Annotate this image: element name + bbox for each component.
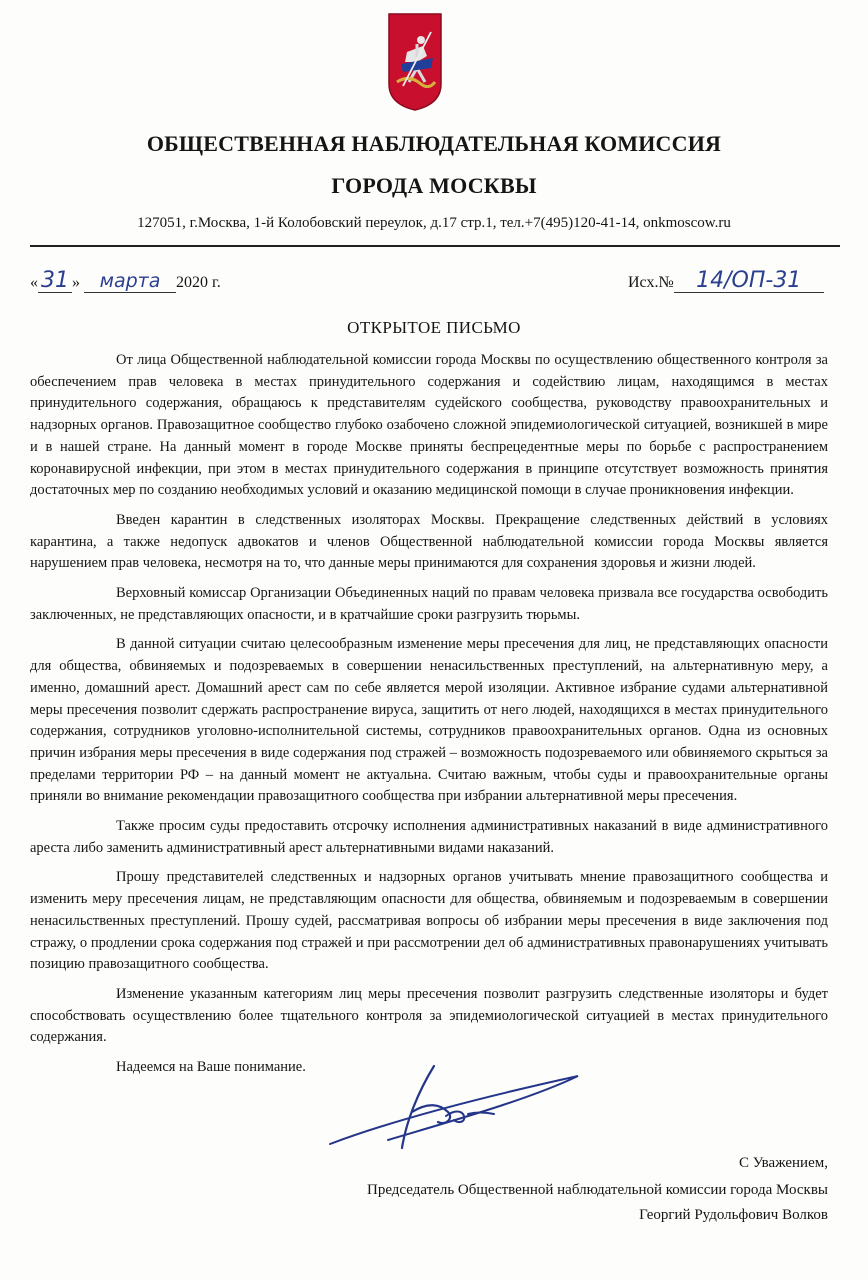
organization-title-line2: ГОРОДА МОСКВЫ [331,173,537,198]
handwritten-signature-icon [328,1052,588,1162]
paragraph-7: Изменение указанным категориям лиц меры пресечения позволит разгрузить следственные изоляторы и будет способствовать осуществлению более тщательного контроля за эпидемиологической ситуацией в местах принудительного содержания. [30,985,828,1046]
date-quote-close: » [72,274,80,291]
outgoing-number-label: Исх.№ [628,274,674,291]
letter-date [30,270,221,293]
date-month: марта [84,270,176,293]
paragraph-5: Также просим суды предоставить отсрочку исполнения административных наказаний в виде административного ареста либо заменить административный арест альтернативными видами наказаний. [30,818,828,856]
letter-title: ОТКРЫТОЕ ПИСЬМО [347,318,521,337]
outgoing-number-value: 14/ОП-31 [674,270,824,293]
organization-title-line1: ОБЩЕСТВЕННАЯ НАБЛЮДАТЕЛЬНАЯ КОМИССИЯ [146,131,722,156]
date-quote-open: « [30,274,38,291]
paragraph-1: От лица Общественной наблюдательной комиссии города Москвы по осуществлению общественного контроля за обеспечением прав человека в местах принудительного содержания и содействию лицам, находящимся в местах принудительного содержания, обращаюсь к представителям судейского сообщества, руководству правоохранительных и надзорных органов. Правозащитное сообщество глубоко озабочено сложной эпидемиологической ситуацией, возникшей в мире и в нашей стране. На данный момент в городе Москве приняты беспрецедентные меры по борьбе с распространением коронавирусной инфекции, при этом в местах принудительного содержания в принципе отсутствует возможность принятия достаточных мер по созданию необходимых условий и оказанию медицинской помощи в случае проникновения инфекции. [30,352,828,499]
date-year: 2020 г. [176,274,221,291]
organization-address: 127051, г.Москва, 1-й Колобовский переулок, д.17 стр.1, тел.+7(495)120-41-14, onkmoscow.ru [137,215,731,231]
letter-body [30,350,828,1087]
outgoing-number [628,270,824,293]
paragraph-6: Прошу представителей следственных и надзорных органов учитывать мнение правозащитного сообщества и изменить меру пресечения лицам, не представляющим опасности для общества, обвиняемым и подозреваемым в совершении ненасильственных преступлений. Прошу судей, рассматривая вопросы об избрании меры пресечения в виде заключения под стражу, о продлении срока содержания под стражей и при рассмотрении дел об административных правонарушениях учитывать позицию правозащитного сообщества. [30,869,828,973]
signatory-name: Георгий Рудольфович Волков [639,1207,828,1223]
paragraph-3: Верховный комиссар Организации Объединенных наций по правам человека призвала все государства освободить заключенных, не представляющих опасности, и в кратчайшие сроки разгрузить тюрьмы. [30,585,828,623]
moscow-coat-of-arms-icon [387,12,443,112]
paragraph-4: В данной ситуации считаю целесообразным изменение меры пресечения для лиц, не представляющих опасности для общества, обвиняемых и подозреваемых в совершении ненасильственных преступлений, на альтернативную меру, а именно, домашний арест. Домашний арест сам по себе является мерой изоляции. Активное избрание судами альтернативной меры пресечения позволит сдержать распространение вируса, защитить от него людей, находящихся в местах принудительного содержания, сотрудников уголовно-исполнительной системы, сотрудников правоохранительных органов. Одна из основных причин избрания меры пресечения в виде содержания под стражей – возможность подозреваемого или обвиняемого скрыться за пределами территории РФ – на данный момент не актуальна. Считаю важным, чтобы суды и правоохранительные органы приняли во внимание рекомендации правозащитного сообщества при избрании альтернативной меры пресечения. [30,636,828,805]
header-divider [30,245,840,247]
signatory-position: Председатель Общественной наблюдательной комиссии города Москвы [367,1182,828,1198]
paragraph-2: Введен карантин в следственных изоляторах Москвы. Прекращение следственных действий в условиях карантина, а также недопуск адвокатов и членов Общественной наблюдательной комиссии города Москвы является нарушением прав человека, несмотря на то, что данные меры принимаются для сохранения здоровья и жизни людей. [30,511,828,572]
paragraph-8: Надеемся на Ваше понимание. [116,1059,306,1076]
closing-regards: С Уважением, [738,1155,828,1171]
date-day: 31 [38,270,72,293]
